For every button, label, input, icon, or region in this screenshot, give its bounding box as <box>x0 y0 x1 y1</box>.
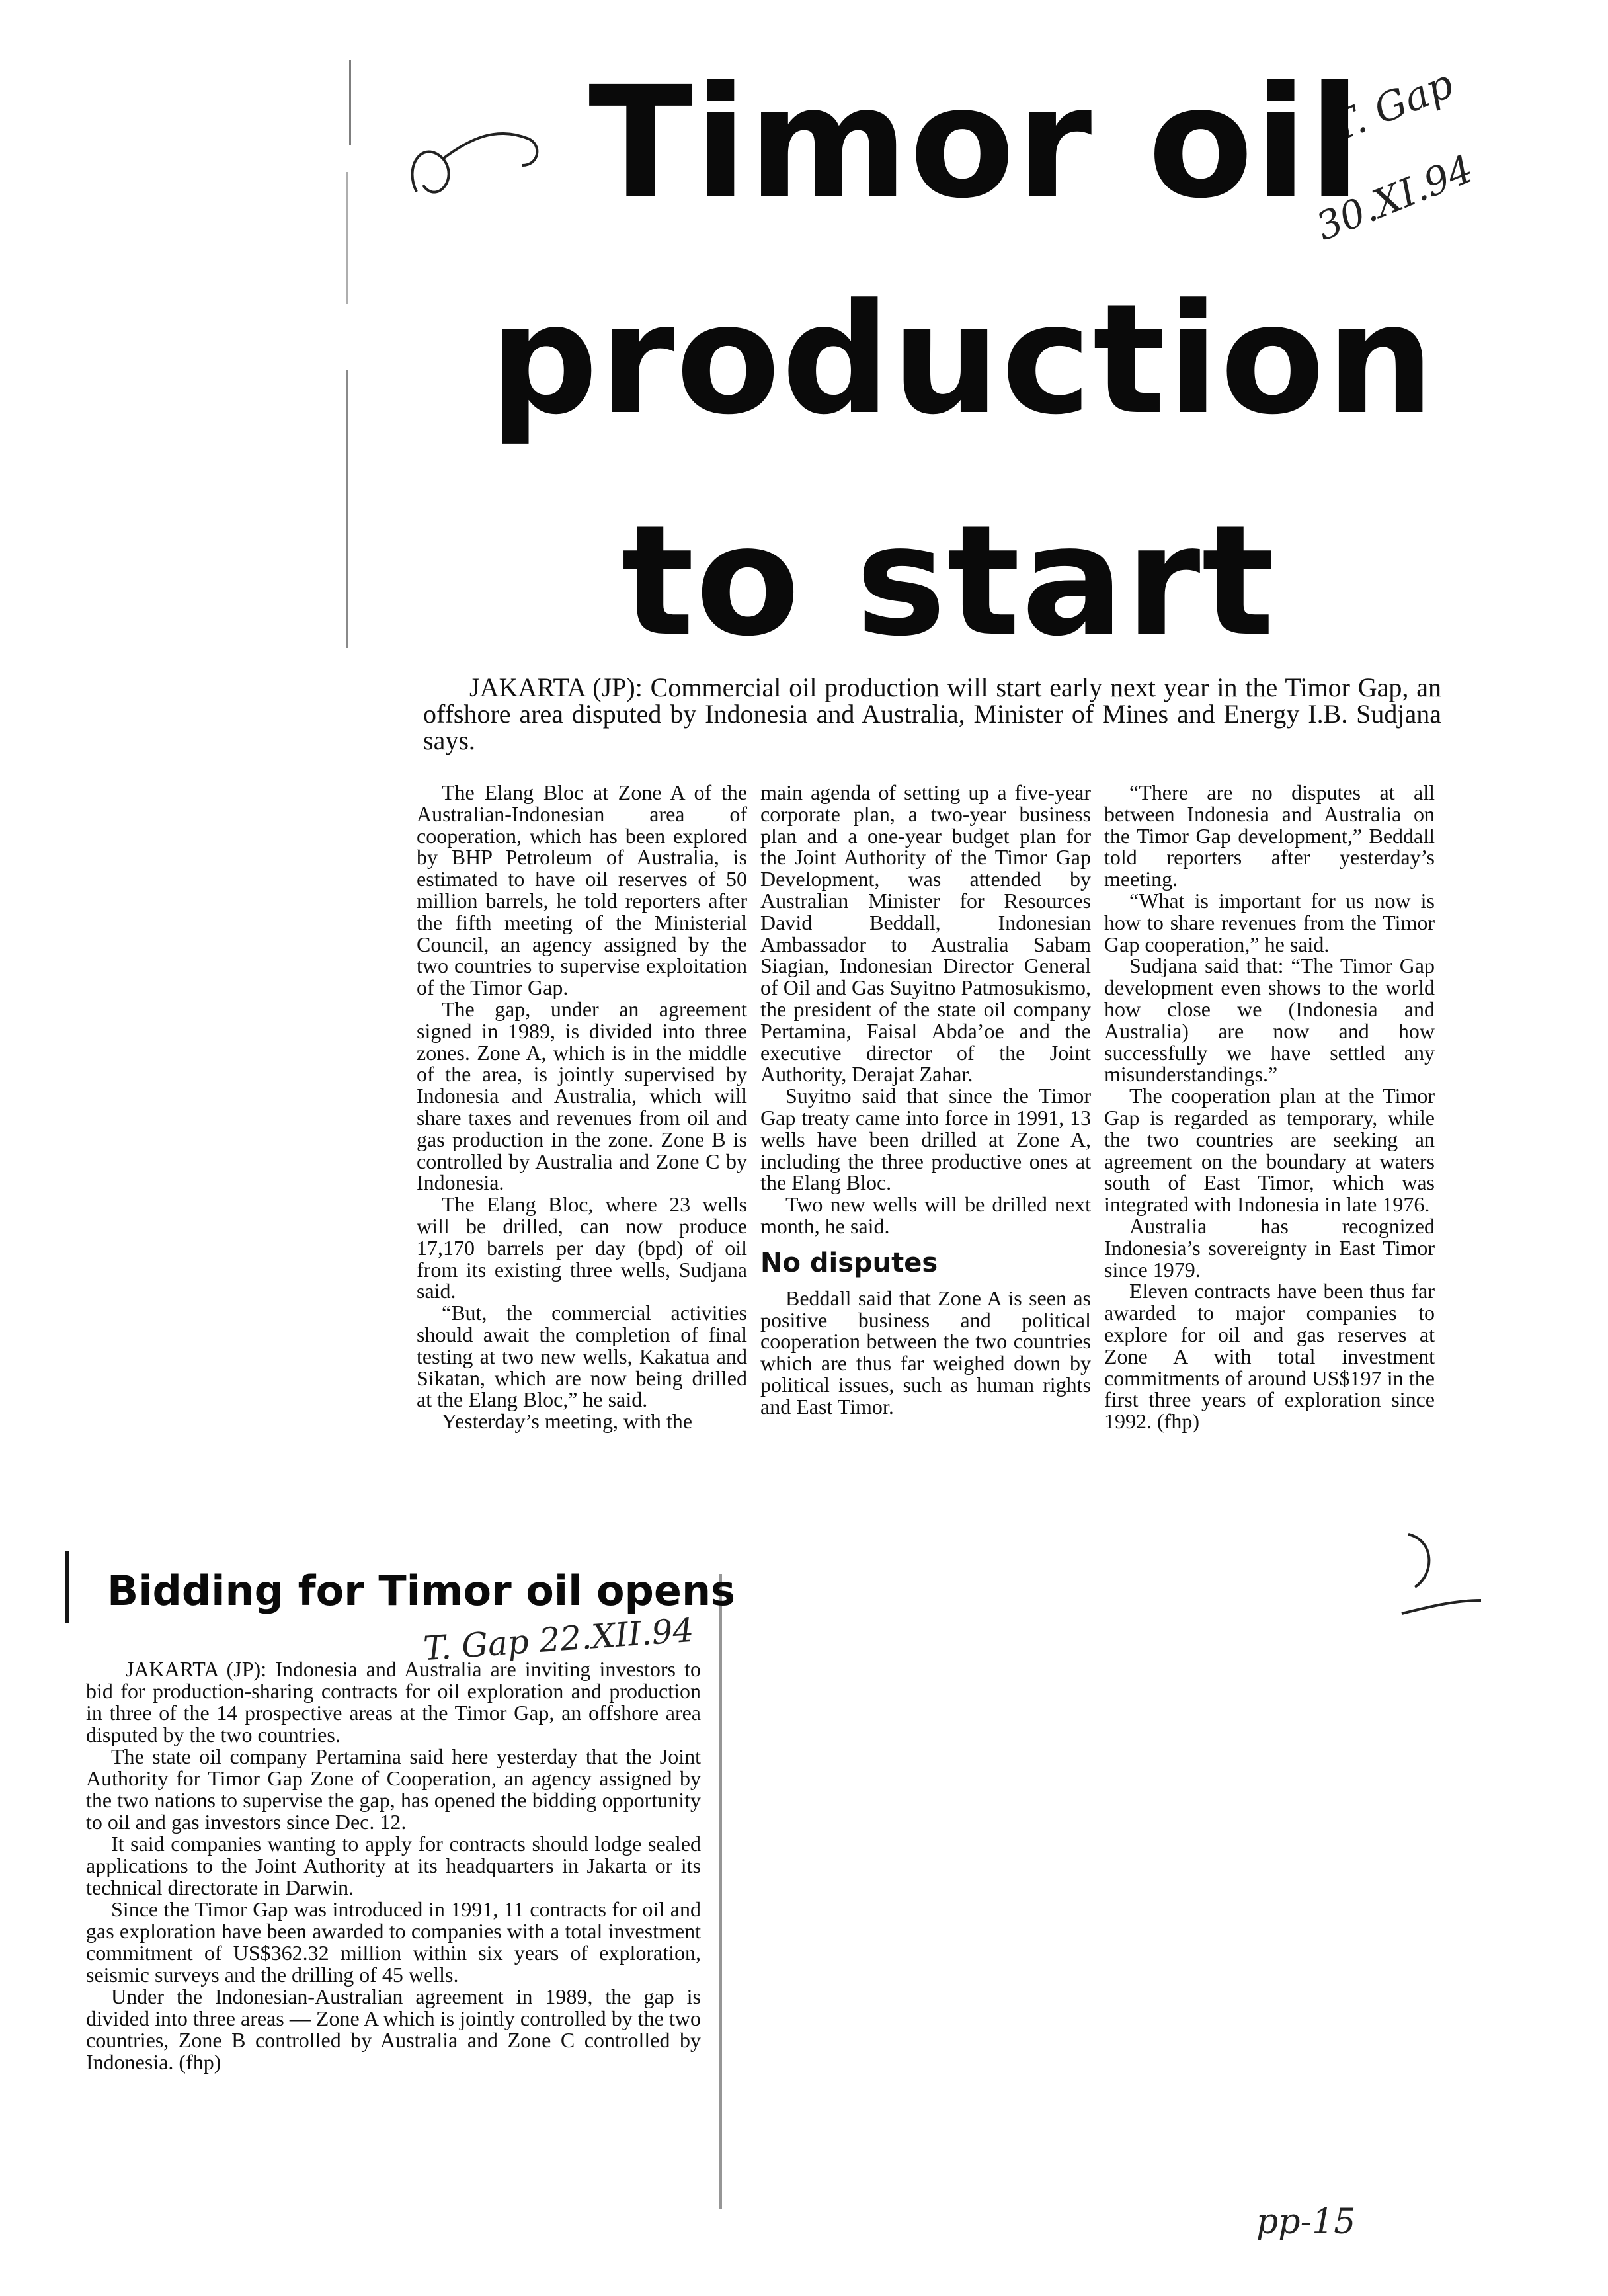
headline-line-1: Timor oil <box>588 54 1363 232</box>
subhead-no-disputes: No disputes <box>760 1247 938 1278</box>
clipping-story <box>86 1659 701 2073</box>
hand-drawn-bracket <box>1395 1528 1488 1633</box>
article-column-2 <box>760 782 1091 1418</box>
scan-edge-mark <box>349 60 351 145</box>
body-paragraph: Eleven contracts have been thus far awarded to major companies to explore for oil and gas reserves at Zone A with total investment commitments of around US$197 in the first three years of exploration since 1992. (fhp) <box>1104 1279 1435 1434</box>
clipping-paragraph: JAKARTA (JP): Indonesia and Australia are inviting investors to bid for production-sharing contracts for oil exploration and production in three of the 14 prospective areas at the Timor Gap, an offshore area disputed by the two countries. <box>86 1657 701 1746</box>
body-paragraph: Australia has recognized Indonesia’s sovereignty in East Timor since 1979. <box>1104 1213 1435 1282</box>
headline-line-3: to start <box>622 493 1276 670</box>
handwritten-date-top: 30.XI.94 <box>1310 145 1480 250</box>
article-column-3 <box>1104 782 1435 1432</box>
body-paragraph: “What is important for us now is how to share revenues from the Timor Gap cooperation,” he said. <box>1104 888 1435 956</box>
clipping-paragraph: It said companies wanting to apply for contracts should lodge sealed applications to the Joint Authority at its headquarters in Jakarta or its technical directorate in Darwin. <box>86 1832 701 1899</box>
body-paragraph: “There are no disputes at all between Indonesia and Australia on the Timor Gap development,” Beddall told reporters after yesterday’s meeting. <box>1104 780 1435 891</box>
body-paragraph: “But, the commercial activities should await the completion of final testing at two new wells, Kakatua and Sikatan, which are now being drilled at the Elang Bloc,” he said. <box>417 1301 747 1412</box>
scan-edge-mark <box>346 370 348 648</box>
lead-paragraph: JAKARTA (JP): Commercial oil production will start early next year in the Timor Gap, an offshore area disputed by Indonesia and Australia, Minister of Mines and Energy I.B. Sudjana says. <box>423 673 1441 755</box>
body-paragraph: Yesterday’s meeting, with the <box>442 1409 692 1434</box>
body-paragraph: Sudjana said that: “The Timor Gap development even shows to the world how close we (Indonesia and Australia) are now and how successfully we have settled any misunderstandings.” <box>1104 954 1435 1086</box>
body-paragraph: The gap, under an agreement signed in 1989, is divided into three zones. Zone A, which is in the middle of the area, is jointly supervised by Indonesia and Australia, which will share taxes and revenues from oil and gas production in the zone. Zone B is controlled by Australia and Zone C by Indonesia. <box>417 997 747 1195</box>
handwritten-note-top: T. Gap <box>1324 60 1460 151</box>
body-paragraph: Two new wells will be drilled next month, he said. <box>760 1192 1091 1238</box>
clipping-left-edge <box>65 1551 69 1623</box>
doodle-mark <box>397 99 569 218</box>
clipping-headline: Bidding for Timor oil opens <box>107 1567 736 1615</box>
body-paragraph: Suyitno said that since the Timor Gap treaty came into force in 1991, 13 wells have been drilled at Zone A, including the three productive ones at the Elang Bloc. <box>760 1084 1091 1195</box>
body-paragraph: Beddall said that Zone A is seen as positive business and political cooperation between the two countries which are thus far weighed down by political issues, such as human rights and East Timor. <box>760 1286 1091 1418</box>
handwritten-note-clipping: T. Gap 22.XII.94 <box>422 1610 696 1668</box>
body-paragraph: The cooperation plan at the Timor Gap is regarded as temporary, while the two countries are seeking an agreement on the boundary at waters south of East Timor, which was integrated with Indonesia in late 1976. <box>1104 1084 1435 1217</box>
clipping-right-edge <box>719 1574 722 2209</box>
clipping-paragraph: Since the Timor Gap was introduced in 1991, 11 contracts for oil and gas exploration have been awarded to companies with a total investment commitment of US$362.32 million within six years of exploration, seismic surveys and the drilling of 45 wells. <box>86 1897 701 1987</box>
clipping-paragraph: Under the Indonesian-Australian agreement in 1989, the gap is divided into three areas — Zone A which is jointly controlled by the two countries, Zone B controlled by Australia and Zone C controlled by Indonesia. (fhp) <box>86 1985 701 2074</box>
body-paragraph: The Elang Bloc, where 23 wells will be drilled, can now produce 17,170 barrels per day (bpd) of oil from its existing three wells, Sudjana said. <box>417 1192 747 1303</box>
article-column-1 <box>417 782 747 1432</box>
scan-edge-mark <box>346 172 348 304</box>
clipping-paragraph: The state oil company Pertamina said here yesterday that the Joint Authority for Timor Gap Zone of Cooperation, an agency assigned by the two nations to supervise the gap, has opened the bidding opportunity to oil and gas investors since Dec. 12. <box>86 1744 701 1834</box>
body-paragraph: main agenda of setting up a five-year corporate plan, a two-year business plan and a one-year budget plan for the Joint Authority of the Timor Gap Development, was attended by Australian Minister for Resources David Beddall, Indonesian Ambassador to Australia Sabam Siagian, Indonesian Director General of Oil and Gas Suyitno Patmosukismo, the president of the state oil company Pertamina, Faisal Abda’oe and the executive director of the Joint Authority, Derajat Zahar. <box>760 780 1091 1086</box>
headline-line-2: production <box>489 272 1436 448</box>
page-number: pp-15 <box>1256 2202 1356 2242</box>
body-paragraph: The Elang Bloc at Zone A of the Australian-Indonesian area of cooperation, which has been explored by BHP Petroleum of Australia, is estimated to have oil reserves of 50 million barrels, he told reporters after the fifth meeting of the Ministerial Council, an agency assigned by the two countries to supervise exploitation of the Timor Gap. <box>417 780 747 1000</box>
